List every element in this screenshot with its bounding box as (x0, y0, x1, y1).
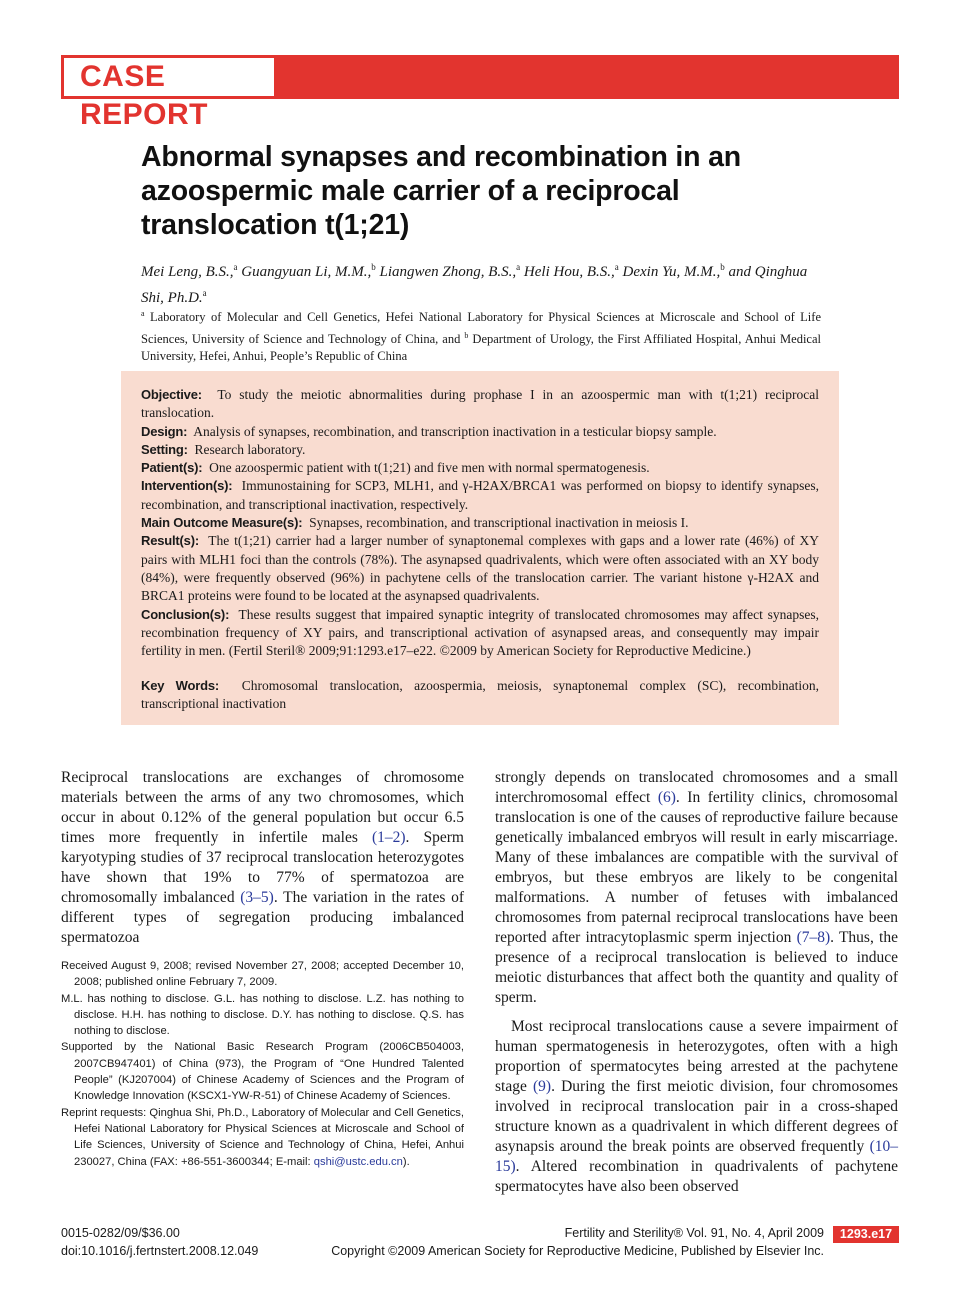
journal-line: Fertility and Sterility® Vol. 91, No. 4, April 2009 (564, 1226, 824, 1240)
abstract-item (141, 477, 819, 514)
affil-b-text: Department of Urology, the First Affiliated Hospital, Anhui Medical University, Hefei, Anhui, People’s Republic of China (141, 331, 822, 364)
footer-left (61, 1224, 258, 1260)
body-text: . Altered recombination in quadrivalents of pachytene spermatocytes have also been observed (495, 1158, 898, 1195)
body-text: . Sperm karyotyping studies of 37 reciprocal translocation heterozygotes have shown that 19% to 77% of spermatozoa are chromosomally imbalanced (61, 829, 464, 906)
author-affiliation-mark: a (202, 288, 207, 298)
author-affiliation-mark: a (516, 262, 521, 272)
author-list (141, 257, 821, 309)
body-text: Most reciprocal translocations cause a severe impairment of human spermatogenesis in heterozygotes, often with a high proportion of spermatocytes being arrested at the pachytene stage (495, 1018, 898, 1095)
author-affiliation-mark: b (720, 262, 725, 272)
abstract-item-text: The t(1;21) carrier had a larger number of synaptonemal complexes with gaps and a lower rate (46%) of XY pairs with MLH1 foci than the controls (78%). The asynapsed quadrivalents, which were often associated with an XY body (84%), were frequently observed (96%) in pachytene cells of the translocation carrier. The variant histone γ-H2AX and BRCA1 proteins were found to be located at the asynapsed quadrivalents. (141, 533, 819, 604)
abstract-item-label: Setting: (141, 441, 188, 457)
citation-link[interactable]: (3–5) (240, 889, 274, 906)
abstract-item-label: Conclusion(s): (141, 606, 230, 622)
body-column-right-para-2 (495, 1017, 898, 1197)
author-name: and Qinghua Shi, Ph.D. (141, 264, 808, 306)
reprint-text: Reprint requests: Qinghua Shi, Ph.D., Laboratory of Molecular and Cell Genetics, Hefei National Laboratory for Physical Sciences at Microscale and School of Life Sciences, University of Science and Technology of China, Hefei, Anhui 230027, China (FAX: +86-551-3600344; E-mail: (61, 1106, 464, 1168)
abstract-item-label: Objective: (141, 387, 202, 402)
article-title: Abnormal synapses and recombination in an azoospermic male carrier of a reciprocal translocation t(1;21) (141, 141, 741, 241)
author-affiliation-mark: b (371, 262, 376, 272)
body-column-right-para-1 (495, 768, 898, 1008)
abstract-item-text: Research laboratory. (194, 441, 306, 457)
author-name: Mei Leng, B.S., (141, 264, 234, 280)
abstract-item-label: Design: (141, 423, 188, 439)
abstract-item-label: Patient(s): (141, 460, 203, 476)
footnote-received: Received August 9, 2008; revised November 27, 2008; accepted December 10, 2008; published online February 7, 2009. (61, 960, 464, 989)
abstract-item-text: Synapses, recombination, and transcriptional inactivation in meiosis I. (309, 515, 689, 531)
doi-link[interactable]: doi:10.1016/j.fertnstert.2008.12.049 (61, 1244, 259, 1258)
keywords-text: Chromosomal translocation, azoospermia, meiosis, synaptonemal complex (SC), recombination, transcriptional inactivation (141, 678, 820, 712)
affil-a-mark: a (141, 309, 145, 318)
body-text: strongly depends on translocated chromosomes and a small interchromosomal effect (495, 769, 898, 806)
citation-link[interactable]: (6) (657, 789, 676, 806)
author-affiliation-mark: a (233, 262, 238, 272)
citation-link[interactable]: (7–8) (796, 929, 831, 946)
abstract-item (141, 606, 819, 661)
footnote-disclosure: M.L. has nothing to disclose. G.L. has nothing to disclose. L.Z. has nothing to disclose. H.H. has nothing to disclose. D.Y. has nothing to disclose. Q.S. has nothing to disclose. (61, 992, 464, 1038)
abstract-item (141, 532, 819, 605)
footnotes (61, 958, 464, 1170)
abstract-item (141, 386, 819, 423)
author-name: Dexin Yu, M.M., (622, 264, 721, 280)
abstract-item-label: Main Outcome Measure(s): (141, 515, 303, 531)
body-text: . Thus, the presence of a reciprocal translocation is believed to induce meiotic disturbances that affect both the quantity and quality of sperm. (495, 929, 898, 1006)
citation-link[interactable]: (10–15) (495, 1138, 898, 1175)
abstract-item-text: To study the meiotic abnormalities during prophase I in an azoospermic man with t(1;21) reciprocal translocation. (141, 387, 819, 421)
footnote-reprint (61, 1105, 464, 1170)
footnote-support: Supported by the National Basic Research Program (2006CB504003, 2007CB947401) of China (973), the Program of “One Hundred Talented People” (KJ207004) of Chinese Academy of Sciences and the Program of Knowledge Innovation (KSCX1-YW-R-51) of Chinese Academy of Sciences. (61, 1041, 464, 1103)
affil-b-mark: b (464, 330, 469, 340)
keywords (141, 677, 819, 714)
author-affiliation-mark: a (614, 262, 619, 272)
section-label: CASE REPORT (64, 58, 274, 96)
body-text: . During the first meiotic division, four chromosomes involved in reciprocal translocation pair in a cross-shaped structure known as a quadrivalent in which different degrees of asynapsis around the break points are observed frequently (495, 1078, 898, 1155)
issn-price: 0015-0282/09/$36.00 (61, 1226, 180, 1240)
citation-link[interactable]: (9) (533, 1078, 552, 1095)
body-column-left (61, 768, 464, 948)
citation-link[interactable]: (1–2) (371, 829, 406, 846)
abstract-body (141, 386, 819, 660)
abstract-item (141, 514, 819, 532)
abstract-item (141, 423, 819, 441)
affiliations (141, 305, 821, 366)
reprint-end: ). (402, 1155, 410, 1168)
abstract-item-text: Analysis of synapses, recombination, and transcription inactivation in a testicular biopsy sample. (193, 423, 717, 439)
abstract-item (141, 441, 819, 459)
body-text: Reciprocal translocations are exchanges of chromosome materials between the arms of any two chromosomes, which occur in about 0.12% of the general population but occur 6.5 times more frequently in infertile males (61, 769, 464, 846)
author-name: Liangwen Zhong, B.S., (379, 264, 517, 280)
abstract-item-text: Immunostaining for SCP3, MLH1, and γ-H2AX/BRCA1 was performed on biopsy to identify synapses, recombination, and transcriptional inactivation, respectively. (141, 478, 819, 512)
abstract-item-text: These results suggest that impaired synaptic integrity of translocated chromosomes may affect synapses, recombination frequency of XY pairs, and transcriptional activation of asynapsed areas, and consequently may impair fertility in men. (Fertil Steril® 2009;91:1293.e17–e22. ©2009 by American Society for Reproductive Medicine.) (141, 606, 819, 659)
affil-a-text: Laboratory of Molecular and Cell Genetics, Hefei National Laboratory for Physical Sciences at Microscale and School of Life Sciences, University of Science and Technology of China, and (141, 310, 821, 346)
abstract-item-text: One azoospermic patient with t(1;21) and five men with normal spermatogenesis. (209, 460, 650, 476)
body-text: . In fertility clinics, chromosomal translocation is one of the causes of reproductive failure because genetically imbalanced embryos will result in early miscarriage. Many of these imbalances are compatible with the survival of embryos, but these embryos are likely to be congenital malformations. A number of fetuses with imbalanced chromosomes from paternal reciprocal translocations have been reported after intracytoplasmic sperm injection (495, 789, 898, 946)
footer-right (290, 1224, 824, 1260)
reprint-email-link[interactable]: qshi@ustc.edu.cn (313, 1155, 403, 1168)
body-text: . The variation in the rates of different types of segregation producing imbalanced spermatozoa (61, 889, 464, 946)
author-name: Guangyuan Li, M.M., (241, 264, 372, 280)
author-name: Heli Hou, B.S., (523, 264, 615, 280)
page-number-badge: 1293.e17 (833, 1226, 899, 1243)
keywords-label: Key Words: (141, 678, 220, 693)
abstract-item-label: Intervention(s): (141, 478, 233, 494)
abstract-item-label: Result(s): (141, 533, 199, 549)
copyright: Copyright ©2009 American Society for Reproductive Medicine, Published by Elsevier Inc. (331, 1244, 824, 1258)
abstract-item (141, 459, 819, 477)
